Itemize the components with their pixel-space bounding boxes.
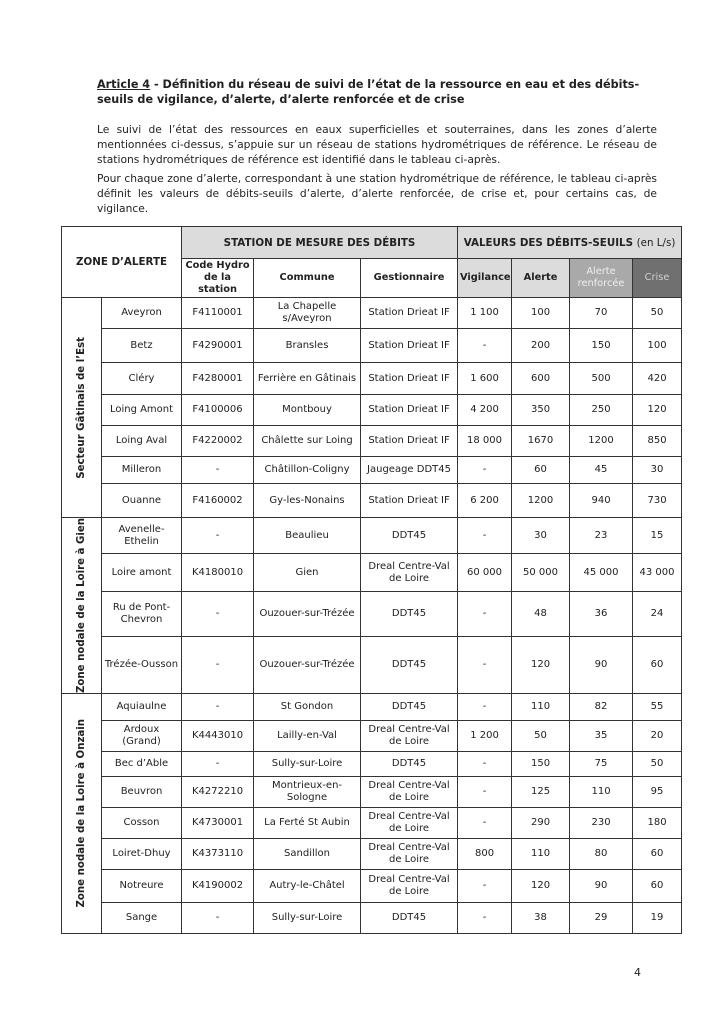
- section-label-cell: [62, 518, 102, 694]
- vigilance-cell: -: [458, 637, 512, 694]
- code-cell: K4180010: [182, 554, 254, 592]
- table-row: [62, 298, 682, 329]
- alerte-cell: 290: [512, 808, 570, 839]
- alerte-renforcee-cell: 70: [570, 298, 633, 329]
- crise-cell: 95: [633, 777, 682, 808]
- code-cell: -: [182, 752, 254, 777]
- vigilance-cell: 6 200: [458, 484, 512, 518]
- station-header: STATION DE MESURE DES DÉBITS: [182, 227, 458, 259]
- table-row: [62, 426, 682, 457]
- code-cell: -: [182, 694, 254, 721]
- gestionnaire-cell: DDT45: [361, 752, 458, 777]
- code-cell: F4290001: [182, 329, 254, 363]
- zone-cell: Bec d’Able: [102, 752, 182, 777]
- alerte-renforcee-cell: 110: [570, 777, 633, 808]
- zone-cell: Ouanne: [102, 484, 182, 518]
- crise-cell: 100: [633, 329, 682, 363]
- zone-cell: Loiret-Dhuy: [102, 839, 182, 870]
- gestionnaire-cell: Station Drieat IF: [361, 395, 458, 426]
- gestionnaire-cell: DDT45: [361, 518, 458, 554]
- crise-cell: 43 000: [633, 554, 682, 592]
- alerte-cell: 600: [512, 363, 570, 395]
- code-cell: K4730001: [182, 808, 254, 839]
- zone-header: ZONE D’ALERTE: [62, 227, 182, 298]
- alerte-cell: 125: [512, 777, 570, 808]
- alerte-renforcee-cell: 940: [570, 484, 633, 518]
- vigilance-cell: 4 200: [458, 395, 512, 426]
- crise-cell: 850: [633, 426, 682, 457]
- table-row: [62, 839, 682, 870]
- vigilance-cell: -: [458, 457, 512, 484]
- gestionnaire-cell: Station Drieat IF: [361, 363, 458, 395]
- code-cell: F4160002: [182, 484, 254, 518]
- table-body: [62, 298, 682, 934]
- commune-cell: Lailly-en-Val: [254, 721, 361, 752]
- zone-cell: Sange: [102, 903, 182, 934]
- intro-paragraph: Le suivi de l’état des ressources en eaux superficielles et souterraines, dans les zones d’alerte mentionnées ci-dessus, s’appuie sur un réseau de stations hydrométriques de référence. Le réseau de stations hydrométriques de référence est identifié dans le tableau ci-après.: [97, 123, 657, 166]
- alerte-cell: 350: [512, 395, 570, 426]
- table-row: [62, 721, 682, 752]
- crise-cell: 24: [633, 592, 682, 637]
- column-alerte-renforcee: Alerte renforcée: [570, 259, 633, 298]
- alerte-cell: 1200: [512, 484, 570, 518]
- alerte-cell: 30: [512, 518, 570, 554]
- zone-cell: Aveyron: [102, 298, 182, 329]
- commune-cell: Montrieux-en-Sologne: [254, 777, 361, 808]
- values-unit: (en L/s): [636, 236, 676, 249]
- alerte-cell: 120: [512, 870, 570, 903]
- zone-cell: Cléry: [102, 363, 182, 395]
- alerte-cell: 50 000: [512, 554, 570, 592]
- gestionnaire-cell: Dreal Centre-Val de Loire: [361, 721, 458, 752]
- section-label-cell: [62, 298, 102, 518]
- vigilance-cell: -: [458, 592, 512, 637]
- gestionnaire-cell: Dreal Centre-Val de Loire: [361, 554, 458, 592]
- alerte-cell: 150: [512, 752, 570, 777]
- zone-cell: Ru de Pont-Chevron: [102, 592, 182, 637]
- vigilance-cell: -: [458, 777, 512, 808]
- alerte-cell: 110: [512, 694, 570, 721]
- table-row: [62, 870, 682, 903]
- vigilance-cell: 1 200: [458, 721, 512, 752]
- alerte-cell: 60: [512, 457, 570, 484]
- zone-cell: Loire amont: [102, 554, 182, 592]
- zone-cell: Notreure: [102, 870, 182, 903]
- table-row: [62, 484, 682, 518]
- table-row: [62, 694, 682, 721]
- crise-cell: 60: [633, 637, 682, 694]
- table-row: [62, 518, 682, 554]
- code-cell: F4220002: [182, 426, 254, 457]
- vigilance-cell: -: [458, 329, 512, 363]
- code-cell: -: [182, 457, 254, 484]
- commune-cell: Sully-sur-Loire: [254, 752, 361, 777]
- section-label-cell: [62, 694, 102, 934]
- gestionnaire-cell: Dreal Centre-Val de Loire: [361, 870, 458, 903]
- zone-cell: Cosson: [102, 808, 182, 839]
- alerte-renforcee-cell: 36: [570, 592, 633, 637]
- crise-cell: 180: [633, 808, 682, 839]
- crise-cell: 50: [633, 752, 682, 777]
- article-number: Article 4: [97, 78, 151, 91]
- zone-cell: Loing Amont: [102, 395, 182, 426]
- commune-cell: Sandillon: [254, 839, 361, 870]
- vigilance-cell: 60 000: [458, 554, 512, 592]
- code-cell: F4100006: [182, 395, 254, 426]
- alerte-renforcee-cell: 29: [570, 903, 633, 934]
- code-cell: F4280001: [182, 363, 254, 395]
- table-row: [62, 808, 682, 839]
- code-cell: -: [182, 637, 254, 694]
- commune-cell: Gien: [254, 554, 361, 592]
- column-commune: Commune: [254, 259, 361, 298]
- alerte-renforcee-cell: 150: [570, 329, 633, 363]
- gestionnaire-cell: Station Drieat IF: [361, 426, 458, 457]
- vigilance-cell: 1 100: [458, 298, 512, 329]
- crise-cell: 60: [633, 839, 682, 870]
- crise-cell: 20: [633, 721, 682, 752]
- code-cell: K4443010: [182, 721, 254, 752]
- alerte-renforcee-cell: 1200: [570, 426, 633, 457]
- zone-cell: Avenelle-Ethelin: [102, 518, 182, 554]
- code-cell: -: [182, 592, 254, 637]
- gestionnaire-cell: DDT45: [361, 694, 458, 721]
- table-row: [62, 457, 682, 484]
- crise-cell: 50: [633, 298, 682, 329]
- column-alerte: Alerte: [512, 259, 570, 298]
- zone-cell: Beuvron: [102, 777, 182, 808]
- column-gestionnaire: Gestionnaire: [361, 259, 458, 298]
- commune-cell: Beaulieu: [254, 518, 361, 554]
- crise-cell: 120: [633, 395, 682, 426]
- code-cell: F4110001: [182, 298, 254, 329]
- code-cell: -: [182, 903, 254, 934]
- vigilance-cell: -: [458, 518, 512, 554]
- article-title: - Définition du réseau de suivi de l’état de la ressource en eau et des débits-seuils de vigilance, d’alerte, d’alerte renforcée et de crise: [97, 78, 640, 106]
- alerte-cell: 200: [512, 329, 570, 363]
- commune-cell: La Chapelle s/Aveyron: [254, 298, 361, 329]
- alerte-renforcee-cell: 23: [570, 518, 633, 554]
- commune-cell: Châlette sur Loing: [254, 426, 361, 457]
- column-code: Code Hydro de la station: [182, 259, 254, 298]
- table-row: [62, 752, 682, 777]
- vigilance-cell: -: [458, 808, 512, 839]
- section-label: Zone nodale de la Loire à Gien: [75, 518, 87, 694]
- table-row: [62, 554, 682, 592]
- alerte-renforcee-cell: 82: [570, 694, 633, 721]
- commune-cell: Ouzouer-sur-Trézée: [254, 637, 361, 694]
- crise-cell: 60: [633, 870, 682, 903]
- gestionnaire-cell: DDT45: [361, 637, 458, 694]
- vigilance-cell: 1 600: [458, 363, 512, 395]
- alerte-renforcee-cell: 500: [570, 363, 633, 395]
- alerte-renforcee-cell: 230: [570, 808, 633, 839]
- zone-cell: Milleron: [102, 457, 182, 484]
- gestionnaire-cell: DDT45: [361, 592, 458, 637]
- zone-cell: Loing Aval: [102, 426, 182, 457]
- crise-cell: 30: [633, 457, 682, 484]
- code-cell: K4272210: [182, 777, 254, 808]
- alerte-renforcee-cell: 35: [570, 721, 633, 752]
- vigilance-cell: -: [458, 694, 512, 721]
- zone-cell: Trézée-Ousson: [102, 637, 182, 694]
- code-cell: K4373110: [182, 839, 254, 870]
- alerte-renforcee-cell: 45: [570, 457, 633, 484]
- section-label: Secteur Gâtinais de l’Est: [75, 336, 87, 479]
- gestionnaire-cell: DDT45: [361, 903, 458, 934]
- crise-cell: 19: [633, 903, 682, 934]
- table-row: [62, 637, 682, 694]
- table-row: [62, 592, 682, 637]
- alerte-cell: 48: [512, 592, 570, 637]
- alerte-cell: 1670: [512, 426, 570, 457]
- commune-cell: Gy-les-Nonains: [254, 484, 361, 518]
- gestionnaire-cell: Jaugeage DDT45: [361, 457, 458, 484]
- alerte-renforcee-cell: 80: [570, 839, 633, 870]
- alerte-renforcee-cell: 75: [570, 752, 633, 777]
- commune-cell: Ouzouer-sur-Trézée: [254, 592, 361, 637]
- code-cell: K4190002: [182, 870, 254, 903]
- alerte-renforcee-cell: 90: [570, 870, 633, 903]
- vigilance-cell: 800: [458, 839, 512, 870]
- table-row: [62, 903, 682, 934]
- vigilance-cell: -: [458, 870, 512, 903]
- section-label: Zone nodale de la Loire à Onzain: [75, 719, 87, 908]
- commune-cell: St Gondon: [254, 694, 361, 721]
- gestionnaire-cell: Station Drieat IF: [361, 484, 458, 518]
- gestionnaire-cell: Dreal Centre-Val de Loire: [361, 777, 458, 808]
- table-row: [62, 363, 682, 395]
- gestionnaire-cell: Dreal Centre-Val de Loire: [361, 808, 458, 839]
- commune-cell: Ferrière en Gâtinais: [254, 363, 361, 395]
- vigilance-cell: -: [458, 903, 512, 934]
- commune-cell: Autry-le-Châtel: [254, 870, 361, 903]
- commune-cell: La Ferté St Aubin: [254, 808, 361, 839]
- code-cell: -: [182, 518, 254, 554]
- crise-cell: 15: [633, 518, 682, 554]
- column-vigilance: Vigilance: [458, 259, 512, 298]
- vigilance-cell: -: [458, 752, 512, 777]
- gestionnaire-cell: Dreal Centre-Val de Loire: [361, 839, 458, 870]
- article-heading: [97, 78, 657, 107]
- alerte-cell: 100: [512, 298, 570, 329]
- commune-cell: Châtillon-Coligny: [254, 457, 361, 484]
- gestionnaire-cell: Station Drieat IF: [361, 298, 458, 329]
- vigilance-cell: 18 000: [458, 426, 512, 457]
- definition-paragraph: Pour chaque zone d’alerte, correspondant à une station hydrométrique de référence, le tableau ci-après définit les valeurs de débits-seuils d’alerte, d’alerte renforcée, de crise et, pour certains cas, de vigilance.: [97, 172, 657, 215]
- alerte-renforcee-cell: 90: [570, 637, 633, 694]
- alerte-cell: 110: [512, 839, 570, 870]
- zone-cell: Betz: [102, 329, 182, 363]
- page-number: 4: [634, 966, 641, 979]
- crise-cell: 420: [633, 363, 682, 395]
- table-row: [62, 329, 682, 363]
- alerte-cell: 38: [512, 903, 570, 934]
- table-row: [62, 777, 682, 808]
- alerte-cell: 50: [512, 721, 570, 752]
- values-header-label: VALEURS DES DÉBITS-SEUILS: [463, 236, 634, 249]
- alerte-renforcee-cell: 45 000: [570, 554, 633, 592]
- alerte-cell: 120: [512, 637, 570, 694]
- commune-cell: Montbouy: [254, 395, 361, 426]
- commune-cell: Sully-sur-Loire: [254, 903, 361, 934]
- zone-cell: Aquiaulne: [102, 694, 182, 721]
- crise-cell: 55: [633, 694, 682, 721]
- crise-cell: 730: [633, 484, 682, 518]
- table-row: [62, 395, 682, 426]
- column-crise: Crise: [633, 259, 682, 298]
- commune-cell: Bransles: [254, 329, 361, 363]
- gestionnaire-cell: Station Drieat IF: [361, 329, 458, 363]
- zone-cell: Ardoux (Grand): [102, 721, 182, 752]
- thresholds-table: [61, 226, 682, 934]
- values-header: [458, 227, 682, 259]
- alerte-renforcee-cell: 250: [570, 395, 633, 426]
